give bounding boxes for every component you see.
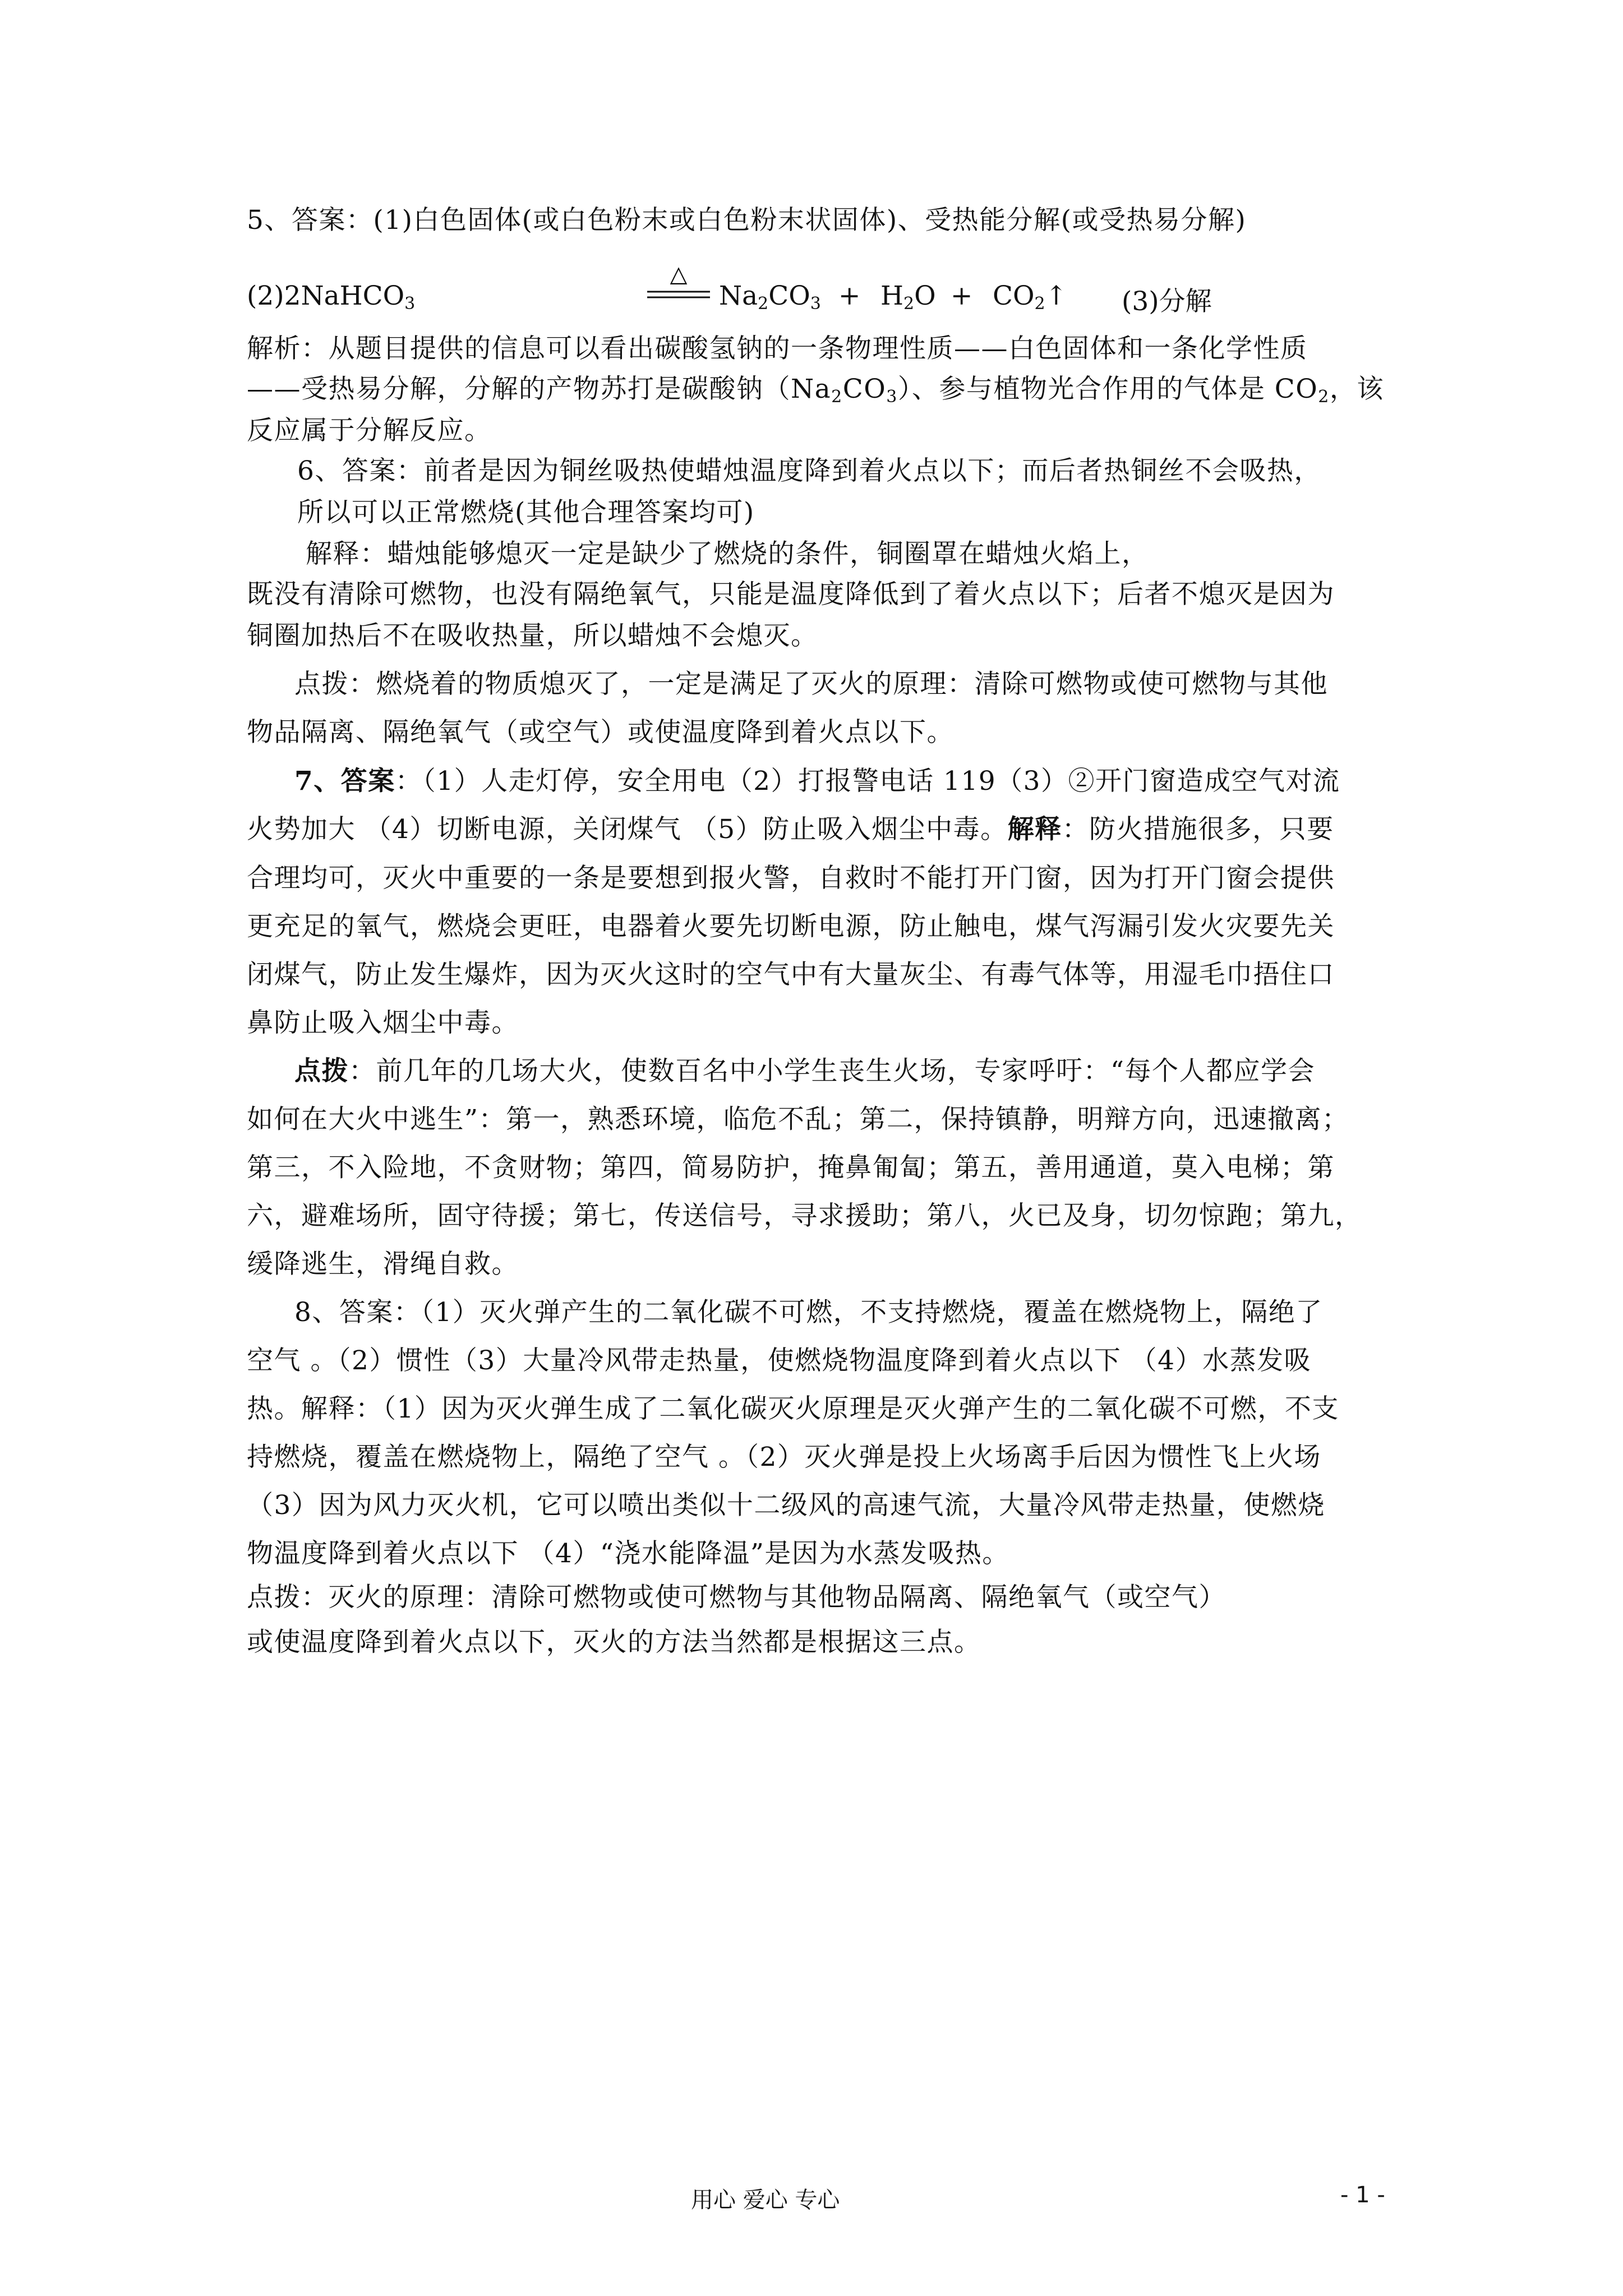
- q8-answer-line-4: 持燃烧，覆盖在燃烧物上，隔绝了空气 。（2）灭火弹是投上火场离手后因为惯性飞上火场: [247, 1442, 1321, 1473]
- q7-answer-line-2: 火势加大 （4）切断电源，关闭煤气 （5）防止吸入烟尘中毒。解释：防火措施很多，只要: [247, 814, 1334, 845]
- q7-explain-line-3: 合理均可，灭火中重要的一条是要想到报火警，自救时不能打开门窗，因为打开门窗会提供: [247, 863, 1335, 894]
- q6-explain-line-1: 解释：蜡烛能够熄灭一定是缺少了燃烧的条件，铜圈罩在蜡烛火焰上，: [306, 539, 1149, 569]
- q8-tip-line-1: 点拨：灭火的原理：清除可燃物或使可燃物与其他物品隔离、隔绝氧气（或空气）: [247, 1582, 1226, 1613]
- q8-answer-line-5: （3）因为风力灭火机，它可以喷出类似十二级风的高速气流，大量冷风带走热量，使燃烧: [247, 1490, 1325, 1521]
- eq-reactant: (2)2NaHCO$_3$: [247, 280, 416, 314]
- q7-tip-line-2: 如何在大火中逃生”：第一，熟悉环境，临危不乱；第二，保持镇静，明辩方向，迅速撤离；: [247, 1104, 1349, 1135]
- svg-text:△: △: [670, 263, 688, 287]
- q5-part3: (3)分解: [1122, 286, 1212, 317]
- q7-tip-line-4: 六，避难场所，固守待援；第七，传送信号，寻求援助；第八，火已及身，切勿惊跑；第九，: [247, 1200, 1362, 1231]
- q6-answer-line-1: 6、答案：前者是因为铜丝吸热使蜡烛温度降到着火点以下；而后者热铜丝不会吸热，: [297, 455, 1321, 486]
- eq-plus-2: +: [951, 280, 973, 311]
- q7-tip-line-5: 缓降逃生，滑绳自救。: [247, 1249, 519, 1280]
- q7-explain-line-4: 更充足的氧气，燃烧会更旺，电器着火要先切断电源，防止触电，煤气泻漏引发火灾要先关: [247, 911, 1335, 942]
- q8-answer-line-3: 热。解释：（1）因为灭火弹生成了二氧化碳灭火原理是灭火弹产生的二氧化碳不可燃，不支: [247, 1393, 1339, 1424]
- q5-answer-line: 5、答案：(1)白色固体(或白色粉末或白色粉末状固体)、受热能分解(或受热易分解): [247, 205, 1247, 236]
- page-number: - 1 -: [1340, 2182, 1385, 2208]
- eq-product-co2: $CO_2↑$: [993, 280, 1067, 314]
- q7-answer-line-1: 7、答案：（1）人走灯停，安全用电（2）打报警电话 119（3）②开门窗造成空气对流: [294, 766, 1340, 797]
- eq-product-h2o: $H_2O$: [880, 280, 936, 314]
- q7-explain-line-6: 鼻防止吸入烟尘中毒。: [247, 1007, 519, 1038]
- page-footer-motto: 用心 爱心 专心: [691, 2187, 840, 2213]
- q5-analysis-line-3: 反应属于分解反应。: [247, 415, 492, 446]
- q7-tip-line-3: 第三，不入险地，不贪财物；第四，简易防护，掩鼻匍匐；第五，善用通道，莫入电梯；第: [247, 1152, 1335, 1183]
- q6-tip-line-1: 点拨：燃烧着的物质熄灭了，一定是满足了灭火的原理：清除可燃物或使可燃物与其他: [294, 669, 1328, 700]
- q5-analysis-line-1: 解析：从题目提供的信息可以看出碳酸氢钠的一条物理性质——白色固体和一条化学性质: [247, 333, 1308, 364]
- q6-explain-line-3: 铜圈加热后不在吸收热量，所以蜡烛不会熄灭。: [247, 620, 818, 651]
- eq-plus-1: +: [838, 280, 861, 311]
- q8-answer-line-6: 物温度降到着火点以下 （4）“浇水能降温”是因为水蒸发吸热。: [247, 1538, 1009, 1569]
- q6-tip-line-2: 物品隔离、隔绝氧气（或空气）或使温度降到着火点以下。: [247, 717, 954, 748]
- q7-explain-line-5: 闭煤气，防止发生爆炸，因为灭火这时的空气中有大量灰尘、有毒气体等，用湿毛巾捂住口: [247, 959, 1335, 990]
- eq-product-na2co3: $Na_2CO_3$: [719, 280, 821, 314]
- q6-answer-line-2: 所以可以正常燃烧(其他合理答案均可): [297, 497, 755, 528]
- q8-answer-line-1: 8、答案：（1）灭火弹产生的二氧化碳不可燃，不支持燃烧，覆盖在燃烧物上，隔绝了: [294, 1297, 1323, 1328]
- q6-explain-line-2: 既没有清除可燃物，也没有隔绝氧气，只能是温度降低到了着火点以下；后者不熄灭是因为: [247, 579, 1335, 610]
- heat-condition-equals-sign: [645, 263, 712, 307]
- q7-tip-line-1: 点拨：前几年的几场大火，使数百名中小学生丧生火场，专家呼吁：“每个人都应学会: [294, 1056, 1316, 1087]
- q8-answer-line-2: 空气 。（2）惯性（3）大量冷风带走热量，使燃烧物温度降到着火点以下 （4）水蒸发吸: [247, 1345, 1312, 1376]
- q8-tip-line-2: 或使温度降到着火点以下，灭火的方法当然都是根据这三点。: [247, 1627, 981, 1658]
- q5-analysis-line-2: ——受热易分解，分解的产物苏打是碳酸钠$(Na_2CO_3)$、参与植物光合作用的气体是 $CO_2$，该: [247, 374, 1384, 407]
